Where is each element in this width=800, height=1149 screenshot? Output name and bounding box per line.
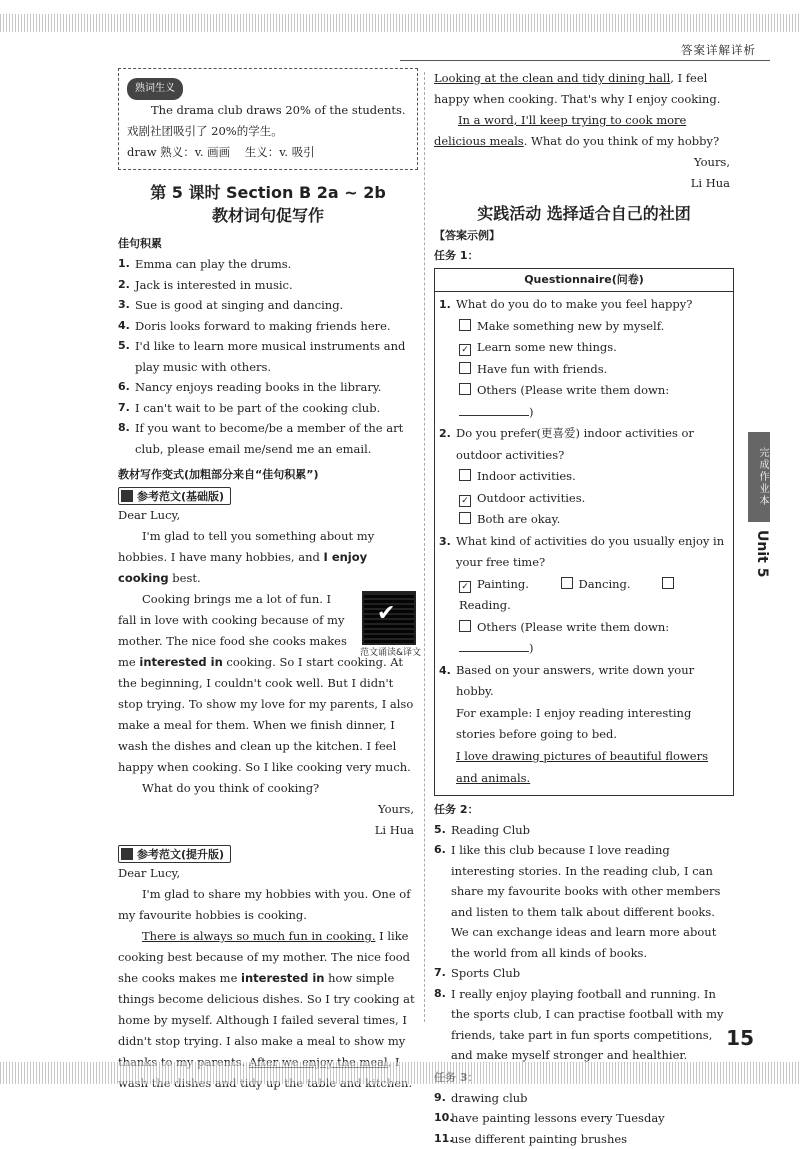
essay2-para2a: There is always so much fun in cooking. I like cooking best because of my mother. The nice food she cooks makes me interested in how simple things become delicious dishes. So I try cooking at home by myself. Although I failed several times, I didn't stop trying. I also make a meal to show my	[118, 926, 418, 1094]
option[interactable]: Indoor activities.	[439, 466, 727, 488]
questionnaire-head: Questionnaire(问卷)	[435, 269, 733, 292]
task2-list	[434, 820, 734, 1066]
option[interactable]: ✓ Painting.	[459, 577, 529, 591]
question-4-example: For example: I enjoy reading interesting stories before going to bed.	[439, 703, 727, 745]
list-item: 1. Emma can play the drums.	[118, 254, 418, 275]
task2-heading: 任务 2：	[434, 800, 734, 820]
right-column	[434, 68, 734, 1149]
vocab-badge: 熟词生义	[127, 78, 183, 100]
vocab-box	[118, 68, 418, 170]
list-item: 3. Sue is good at singing and dancing.	[118, 295, 418, 316]
essay2-greeting: Dear Lucy,	[118, 863, 418, 884]
list-item: 11. use different painting brushes	[434, 1129, 734, 1149]
checkbox-icon	[459, 319, 471, 331]
question-4: 4. Based on your answers, write down your hobby.	[439, 660, 727, 703]
essay2-name: Li Hua	[434, 173, 734, 194]
question-4-answer: I love drawing pictures of beautiful flowers and animals.	[439, 745, 727, 789]
essay1-para1: I'm glad to tell you something about my hobbies. I have many hobbies, and I enjoy cooking best.	[118, 526, 418, 589]
list-item: 7. Sports Club	[434, 963, 734, 984]
option[interactable]: Dancing.	[561, 577, 631, 591]
checkbox-icon	[459, 362, 471, 374]
vocab-line: draw 熟义：v. 画画 生义：v. 吸引	[127, 142, 409, 163]
essay1-para3: What do you think of cooking?	[118, 778, 418, 799]
list-item: 7. I can't wait to be part of the cooking club.	[118, 398, 418, 419]
vocab-en: The drama club draws 20% of the students.	[127, 100, 409, 121]
essay1-greeting: Dear Lucy,	[118, 505, 418, 526]
option[interactable]: ✓ Learn some new things.	[439, 337, 727, 359]
option[interactable]: Have fun with friends.	[439, 359, 727, 381]
essay2-para1: I'm glad to share my hobbies with you. One of my favourite hobbies is cooking.	[118, 884, 418, 926]
sentences-heading: 佳句积累	[118, 234, 418, 254]
checkbox-icon	[561, 577, 573, 589]
checkbox-icon	[459, 620, 471, 632]
option-row	[439, 574, 727, 617]
essay2-para3: In a word, I'll keep trying to cook more delicious meals. What do you think of my hobby?	[434, 110, 734, 152]
checkbox-checked-icon: ✓	[459, 495, 471, 507]
page-number: 15	[726, 1026, 754, 1050]
option[interactable]: Others (Please write them down: )	[439, 380, 727, 423]
vocab-cn: 戏剧社团吸引了 20%的学生。	[127, 121, 409, 142]
option[interactable]: Others (Please write them down: )	[439, 617, 727, 660]
essay2-label: 参考范文(提升版)	[118, 845, 231, 863]
checkbox-icon	[459, 512, 471, 524]
essay1-closing: Yours,	[118, 799, 418, 820]
checkbox-checked-icon: ✓	[459, 581, 471, 593]
list-item: 6. I like this club because I love reading interesting stories. In the reading club, I can share my favourite books with other members and listen to them talk about different books. We can exchange ideas and learn more about the world from all kinds of books.	[434, 840, 734, 963]
checkbox-icon	[459, 469, 471, 481]
answer-heading: 【答案示例】	[434, 226, 734, 246]
checkbox-icon	[662, 577, 674, 589]
question-3: 3. What kind of activities do you usually enjoy in your free time?	[439, 531, 727, 574]
list-item: 5. I'd like to learn more musical instruments and play music with others.	[118, 336, 418, 377]
top-scan-strip	[0, 14, 800, 32]
essay2-closing: Yours,	[434, 152, 734, 173]
checkbox-checked-icon: ✓	[459, 344, 471, 356]
question-2: 2. Do you prefer(更喜爱) indoor activities or outdoor activities?	[439, 423, 727, 466]
essay1-label: 参考范文(基础版)	[118, 487, 231, 505]
qr-code[interactable]	[360, 591, 418, 651]
side-unit-label: Unit 5	[750, 530, 770, 585]
header-rule	[400, 60, 770, 61]
bottom-scan-strip	[0, 1062, 800, 1084]
list-item: 8. If you want to become/be a member of the art club, please email me/send me an email.	[118, 418, 418, 459]
essay2-para2b: Looking at the clean and tidy dining hall, I feel happy when cooking. That's why I enjoy cooking.	[434, 68, 734, 110]
list-item: 8. I really enjoy playing football and running. In the sports club, I can practise football with my friends, take part in fun sports competitions, and make myself stronger and healthier.	[434, 984, 734, 1066]
lesson-title: 第 5 课时 Section B 2a ~ 2b	[118, 182, 418, 204]
option[interactable]: Reading.	[459, 577, 680, 613]
essay1-para2: Cooking brings me a lot of fun. I fall in love with cooking because of my mother. The nice food she cooks makes me interested in cooking. So I start cooking. At the beginning, I couldn't cook well. But I didn't stop trying. To show my love for my parents, I also make a meal for them. When we finish dinner, I wash the dishes and clean up the kitchen. I feel happy when cooking. So I like cooking very much.	[118, 589, 418, 778]
option[interactable]: ✓ Outdoor activities.	[439, 488, 727, 510]
qr-code-icon	[362, 591, 416, 645]
list-item: 5. Reading Club	[434, 820, 734, 841]
sentence-list	[118, 254, 418, 459]
task3-list	[434, 1088, 734, 1149]
side-tab-label: 完成作业本	[748, 432, 770, 522]
question-1: 1. What do you do to make you feel happy?	[439, 294, 727, 316]
transform-heading: 教材写作变式(加粗部分来自“佳句积累”)	[118, 465, 418, 485]
task1-heading: 任务 1：	[434, 246, 734, 266]
checkbox-icon	[459, 383, 471, 395]
option[interactable]: Make something new by myself.	[439, 316, 727, 338]
list-item: 4. Doris looks forward to making friends here.	[118, 316, 418, 337]
list-item: 10. have painting lessons every Tuesday	[434, 1108, 734, 1129]
header-title: 答案详解详析	[681, 42, 756, 58]
qr-caption: 范文诵读&译文	[360, 645, 418, 658]
left-column	[118, 68, 418, 1094]
lesson-subtitle: 教材词句促写作	[118, 204, 418, 228]
column-divider	[424, 72, 425, 1022]
questionnaire-box	[434, 268, 734, 796]
list-item: 9. drawing club	[434, 1088, 734, 1109]
essay1-name: Li Hua	[118, 820, 418, 841]
practice-title: 实践活动 选择适合自己的社团	[434, 202, 734, 226]
list-item: 2. Jack is interested in music.	[118, 275, 418, 296]
option[interactable]: Both are okay.	[439, 509, 727, 531]
list-item: 6. Nancy enjoys reading books in the library.	[118, 377, 418, 398]
